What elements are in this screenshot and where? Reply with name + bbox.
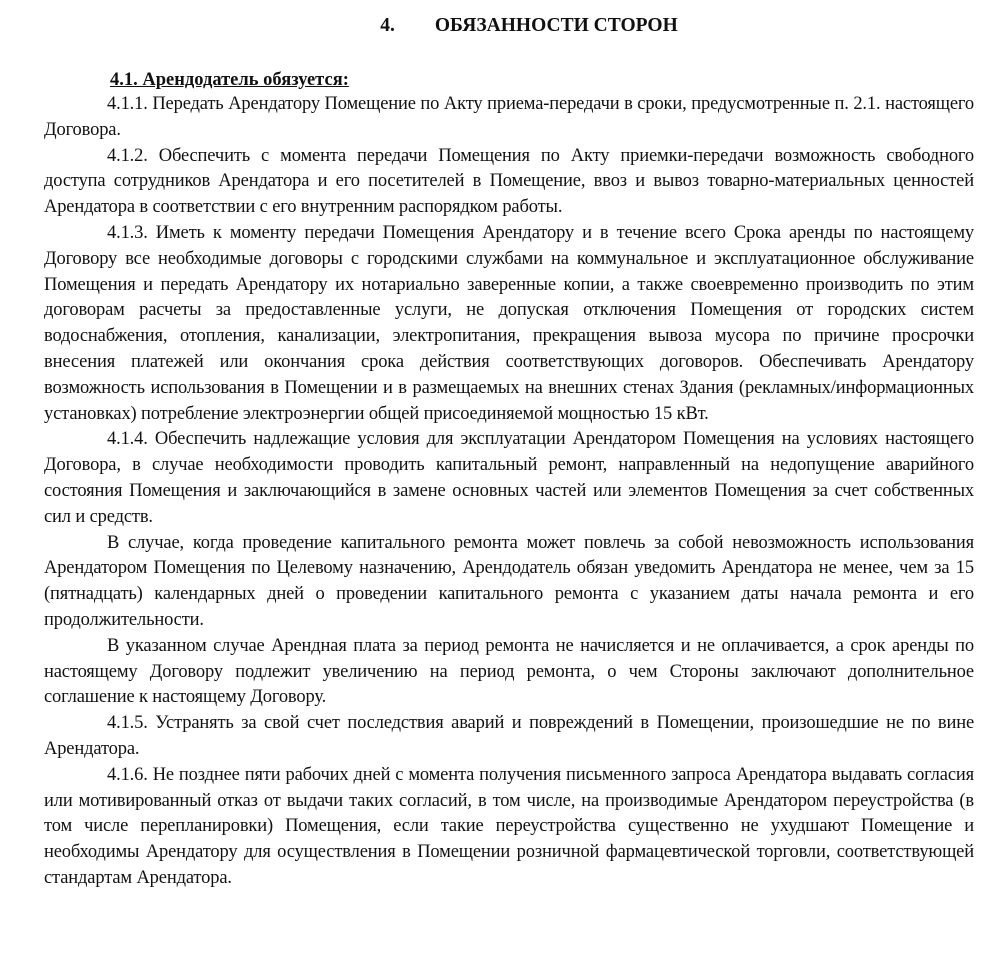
clause-4-1-1: 4.1.1. Передать Арендатору Помещение по Акту приема-передачи в сроки, предусмотренные п. 2.1. настоящего Договора. [44, 94, 974, 140]
clause-4-1-3: 4.1.3. Иметь к моменту передачи Помещения Арендатору и в течение всего Срока аренды по настоящему Договору все необходимые договоры с городскими службами на коммунальное и эксплуатационное обслуживание Помещения и передать Арендатору их нотариально заверенные копии, а также своевременно производить по этим договорам расчеты за предоставленные услуги, не допуская отключения Помещения от городских систем водоснабжения, отопления, канализации, электропитания, прекращения вывоза мусора по причине просрочки внесения платежей или окончания срока действия соответствующих договоров. Обеспечивать Арендатору возможность использования в Помещении и в размещаемых на внешних стенах Здания (рекламных/информационных установках) потребление электроэнергии общей присоединяемой мощностью 15 кВт. [44, 222, 974, 424]
clause-4-1-6: 4.1.6. Не позднее пяти рабочих дней с момента получения письменного запроса Арендатора выдавать согласия или мотивированный отказ от выдачи таких согласий, в том числе, на производимые Арендатором переустройства (в том числе перепланировки) Помещения, если такие переустройства существенно не ухудшают Помещение и необходимы Арендатору для осуществления в Помещении розничной фармацевтической торговли, соответствующей стандартам Арендатора. [44, 764, 974, 888]
section-heading [44, 14, 974, 38]
subsection-heading: 4.1. Арендодатель обязуется: [110, 70, 349, 90]
clause-4-1-5: 4.1.5. Устранять за свой счет последствия аварий и повреждений в Помещении, произошедшие не по вине Арендатора. [44, 713, 974, 759]
clause-4-1-2: 4.1.2. Обеспечить с момента передачи Помещения по Акту приемки-передачи возможность свободного доступа сотрудников Арендатора и его посетителей в Помещение, ввоз и вывоз товарно-материальных ценностей Арендатора в соответствии с его внутренним распорядком работы. [44, 145, 974, 218]
clause-4-1-4-repair-notice: В случае, когда проведение капитального ремонта может повлечь за собой невозможность использования Арендатором Помещения по Целевому назначению, Арендодатель обязан уведомить Арендатора не менее, чем за 15 (пятнадцать) календарных дней о проведении капитального ремонта с указанием даты начала ремонта и его продолжительности. [44, 532, 974, 630]
section-title: ОБЯЗАННОСТИ СТОРОН [434, 15, 678, 36]
section-number: 4. [380, 15, 395, 36]
clause-4-1-4: 4.1.4. Обеспечить надлежащие условия для эксплуатации Арендатором Помещения на условиях настоящего Договора, в случае необходимости проводить капитальный ремонт, направленный на недопущение аварийного состояния Помещения и заключающийся в замене основных частей или элементов Помещения за счет собственных сил и средств. [44, 429, 974, 527]
clause-4-1-4-rent-suspension: В указанном случае Арендная плата за период ремонта не начисляется и не оплачивается, а срок аренды по настоящему Договору подлежит увеличению на период ремонта, о чем Стороны заключают дополнительное соглашение к настоящему Договору. [44, 635, 974, 708]
